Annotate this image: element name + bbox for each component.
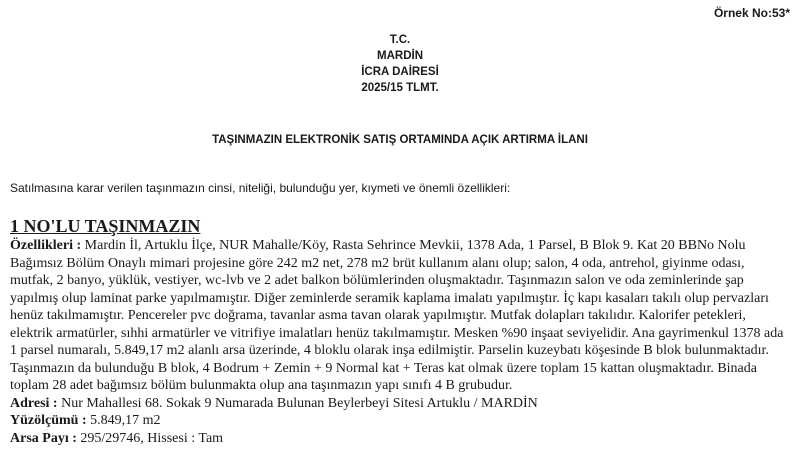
header-country: T.C. (389, 34, 411, 46)
features-paragraph (10, 237, 790, 395)
features-text: Mardin İl, Artuklu İlçe, NUR Mahalle/Köy, Rasta Sehrince Mevkii, 1378 Ada, 1 Parsel, B Blok 9. Kat 20 BBNo Nolu Bağımsız Bölüm Onaylı mimari projesine göre 242 m2 net, 278 m2 brüt kullanım alanı olup; salon, 4 oda, antrehol, giyinme odası, mutfak, 2 banyo, yüklük, vestiyer, wc-lvb ve 2 adet balkon bölümlerinden oluşmaktadır. Taşınmazın salon ve oda zeminlerinde şap yapılmış olup laminat parke yapılmamıştır. Diğer zeminlerde seramik kaplama imalatı yapılmıştır. İç kapı kasaları takılı olup pervazları henüz takılmamıştır. Pencereler pvc doğrama, tavanlar asma tavan olarak yapılmıştır. Mutfak dolapları takılıdır. Kalorifer petekleri, elektrik armatürler, sıhhi armatürler ve vitrifiye imalatları henüz takılmamıştır. Mesken %90 inşaat seviyelidir. Ana gayrimenkul 1378 ada 1 parsel numaralı, 5.849,17 m2 alanlı arsa üzerinde, 4 bloklu olarak inşa edilmiştir. Parselin kuzeybatı köşesinde B blok bulunmaktadır. Taşınmazın da bulunduğu B blok, 4 Bodrum + Zemin + 9 Normal kat + Teras kat olmak üzere toplam 15 kattan oluşmaktadır. Binada toplam 28 adet bağımsız bölüm bulunmakta olup ana taşınmazın yapı sınıfı 4 B grubudur. (10, 238, 784, 393)
area-line (10, 412, 790, 430)
header-office: İCRA DAİRESİ (361, 66, 439, 78)
header-city: MARDİN (377, 50, 423, 62)
address-text: Nur Mahallesi 68. Sokak 9 Numarada Bulunan Beylerbeyi Sitesi Artuklu / MARDİN (57, 395, 538, 411)
address-label: Adresi : (10, 395, 58, 411)
share-label: Arsa Payı : (10, 430, 77, 446)
address-line (10, 395, 790, 413)
intro-text: Satılmasına karar verilen taşınmazın cinsi, niteliği, bulunduğu yer, kıymeti ve önemli özellikleri: (10, 181, 511, 195)
area-label: Yüzölçümü : (10, 413, 87, 428)
area-text: 5.849,17 m2 (86, 413, 161, 428)
share-line (10, 430, 790, 448)
notice-title: TAŞINMAZIN ELEKTRONİK SATIŞ ORTAMINDA AÇIK ARTIRMA İLANI (212, 134, 588, 146)
sample-number: Örnek No:53* (713, 6, 790, 20)
share-text: 295/29746, Hissesi : Tam (76, 430, 224, 446)
property-details (10, 237, 790, 447)
header-file-number: 2025/15 TLMT. (361, 82, 439, 94)
property-heading: 1 NO'LU TAŞINMAZIN (10, 216, 201, 236)
features-label: Özellikleri : (10, 238, 82, 253)
document-header (0, 32, 800, 96)
